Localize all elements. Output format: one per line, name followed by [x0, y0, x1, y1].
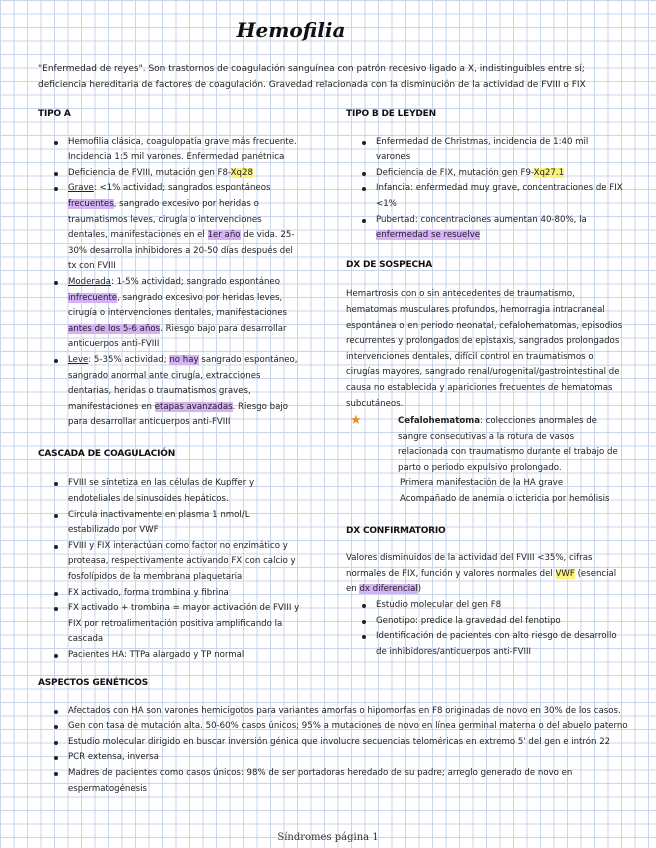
list-item: Deficiencia de FVIII, mutación gen F8-Xq28	[68, 166, 302, 182]
list-item: Estudio molecular dirigido en buscar inversión génica que involucre secuencias teloméricas en extremo 5' del gen e intrón 22	[68, 735, 628, 751]
list-item: FVIII se sintetiza en las células de Kupffer y endoteliales de sinusoides hepáticos.	[68, 476, 302, 507]
heading-dx-confirmatorio: DX CONFIRMATORIO	[346, 525, 446, 536]
page-footer: Síndromes página 1	[277, 832, 379, 843]
list-item: Circula inactivamente en plasma 1 nmol/L estabilizado por VWF	[68, 508, 302, 539]
list-item: Hemofilia clásica, coagulopatía grave más frecuente. Incidencia 1:5 mil varones. Enfermedad panétnica	[68, 135, 302, 166]
highlight: frecuentes	[68, 198, 114, 209]
highlight: etapas avanzadas	[154, 401, 233, 412]
list-item: PCR extensa, inversa	[68, 750, 628, 766]
list-item: Infancia: enfermedad muy grave, concentraciones de FIX <1%	[376, 181, 624, 212]
heading-tipo-b: TIPO B DE LEYDEN	[346, 109, 436, 119]
highlight: Xq27.1	[533, 167, 565, 178]
list-item: Gen con tasa de mutación alta. 50-60% casos únicos; 95% a mutaciones de novo en línea germinal materna o del abuelo paterno	[68, 719, 628, 735]
page-title: Hemofilia	[236, 18, 346, 42]
dx-confirmatorio-paragraph: Valores disminuidos de la actividad del FVIII <35%, cifras normales de FIX, función y valores normales del VWF (esencial en dx diferencial)	[346, 553, 617, 595]
list-item: Pubertad: concentraciones aumentan 40-80%, la enfermedad se resuelve	[376, 213, 624, 244]
list-item: Identificación de pacientes con alto riesgo de desarrollo de inhibidores/anticuerpos anti-FVIII	[376, 629, 624, 660]
list-item: FX activado, forma trombina y fibrina	[68, 586, 302, 602]
heading-geneticos: ASPECTOS GENÉTICOS	[38, 678, 149, 688]
list-item: Deficiencia de FIX, mutación gen F9-Xq27.1	[376, 166, 624, 182]
intro-paragraph: "Enfermedad de reyes". Son trastornos de coagulación sanguínea con patrón recesivo ligado a X, indistinguibles entre sí; deficiencia hereditaria de factores de coagulación. Gravedad relacionada con la disminución de la actividad de FVIII o FIX	[38, 64, 586, 90]
left-column	[38, 107, 302, 664]
sub-note: Acompañado de anemia o ictericia por hemólisis	[400, 494, 610, 505]
highlight: antes de los 5-6 años	[68, 323, 161, 334]
right-column	[346, 107, 624, 660]
term: Cefalohematoma	[398, 416, 480, 427]
highlight: no hay	[169, 354, 199, 365]
list-item: Afectados con HA son varones hemicigotos para variantes amorfas o hipomorfas en F8 originadas de novo en 30% de los casos.	[68, 704, 628, 720]
list-item: Moderada: 1-5% actividad; sangrado espontáneo infrecuente, sangrado excesivo por heridas leves, cirugía o intervenciones dentales, manifestaciones antes de los 5-6 años. Riesgo bajo para desarrollar anticuerpos anti-FVIII	[68, 275, 302, 353]
heading-tipo-a: TIPO A	[38, 109, 71, 119]
list-item: Leve: 5-35% actividad; no hay sangrado espontáneo, sangrado anormal ante cirugía, extracciones dentarias, heridas o traumatismos graves, manifestaciones en etapas avanzadas. Riesgo bajo para desarrollar anticuerpos anti-FVIII	[68, 353, 302, 431]
severity-label: Moderada	[68, 276, 111, 287]
heading-cascada: CASCADA DE COAGULACIÓN	[38, 448, 176, 459]
list-item: Genotipo: predice la gravedad del fenotipo	[376, 614, 624, 630]
section-tipo-b	[346, 107, 624, 244]
heading-dx-sospecha: DX DE SOSPECHA	[346, 259, 432, 270]
highlight: 1er año	[207, 230, 241, 241]
highlight: infrecuente	[68, 292, 118, 303]
highlight: Xq28	[230, 167, 253, 178]
section-cascada	[38, 447, 302, 664]
cefalohematoma-note: ★ Cefalohematoma: colecciones anormales de sangre consecutivas a la rotura de vasos relacionada con traumatismo durante el trabajo de parto o periodo expulsivo prolongado.	[350, 413, 618, 473]
section-tipo-a	[38, 107, 302, 431]
list-item: Enfermedad de Christmas, incidencia de 1:40 mil varones	[376, 135, 624, 166]
severity-label: Leve	[68, 354, 89, 365]
highlight: dx diferencial	[359, 584, 418, 595]
dx-sospecha-paragraph: Hemartrosis con o sin antecedentes de traumatismo, hematomas musculares profundos, hemorragia intracraneal espontánea o en periodo neonatal, cefalohematomas, episodios recurrentes y prolongados de epistaxis, sangrados prolongados intervenciones dentales, difícil control en traumatismos o cirugías mayores, sangrado renal/urogenital/gastrointestinal de causa no establecida y apariciones frecuentes de hematomas subcutáneos.	[346, 289, 623, 409]
list-item: Pacientes HA: TTPa alargado y TP normal	[68, 648, 302, 664]
star-icon: ★	[350, 413, 362, 429]
section-dx-sospecha	[346, 258, 624, 508]
list-item: FX activado + trombina = mayor activación de FVIII y FIX por retroalimentación positiva amplificando la cascada	[68, 601, 302, 648]
sub-note: Primera manifestación de la HA grave	[400, 478, 564, 489]
severity-label: Grave	[68, 183, 94, 194]
list-item: Grave: <1% actividad; sangrados espontáneos frecuentes, sangrado excesivo por heridas o traumatismos leves, cirugía o intervenciones dentales, manifestaciones en el 1er año de vida. 25-30% desarrolla inhibidores a 20-50 días después del tx con FVIII	[68, 181, 302, 275]
section-dx-confirmatorio	[346, 524, 624, 661]
list-item: Estudio molecular del gen F8	[376, 598, 624, 614]
section-geneticos	[38, 676, 628, 797]
highlight: VWF	[555, 568, 575, 579]
highlight: enfermedad se resuelve	[376, 230, 481, 241]
list-item: Madres de pacientes como casos únicos: 98% de ser portadoras heredado de su padre; arreglo generado de novo en espermatogénesis	[68, 766, 628, 797]
list-item: FVIII y FIX interactúan como factor no enzimático y proteasa, respectivamente activando FX con calcio y fosfolípidos de la membrana plaquetaria	[68, 539, 302, 586]
